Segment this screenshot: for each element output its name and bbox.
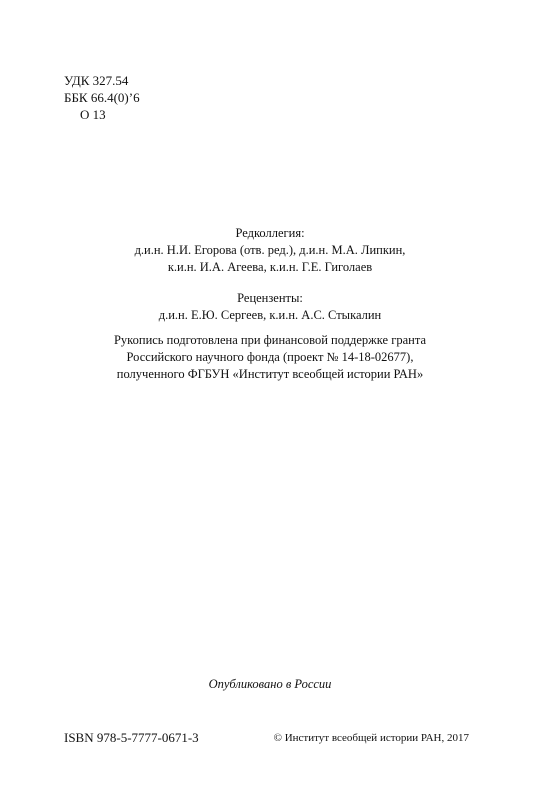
reviewers-line: д.и.н. Е.Ю. Сергеев, к.и.н. А.С. Стыкалин [158,308,382,322]
editorial-board-block [60,225,480,276]
bbk-code: ББК 66.4(0)’6 [64,90,140,105]
funding-line: Рукопись подготовлена при финансовой поддержке гранта [113,333,426,347]
funding-note [60,332,480,383]
author-mark: О 13 [80,107,106,122]
isbn-number: ISBN 978-5-7777-0671-3 [64,730,199,745]
classification-block [64,72,140,123]
editorial-board-heading: Редколлегия: [235,226,305,240]
copyright-notice: © Институт всеобщей истории РАН, 2017 [273,732,469,744]
published-note: Опубликовано в России [208,677,332,691]
reviewers-block [60,290,480,324]
funding-line: полученного ФГБУН «Институт всеобщей истории РАН» [116,367,424,381]
reviewers-heading: Рецензенты: [237,291,303,305]
funding-line: Российского научного фонда (проект № 14-18-02677), [126,350,414,364]
udk-code: УДК 327.54 [64,73,129,88]
editorial-board-line: к.и.н. И.А. Агеева, к.и.н. Г.Е. Гиголаев [167,260,373,274]
editorial-board-line: д.и.н. Н.И. Егорова (отв. ред.), д.и.н. М.А. Липкин, [134,243,406,257]
